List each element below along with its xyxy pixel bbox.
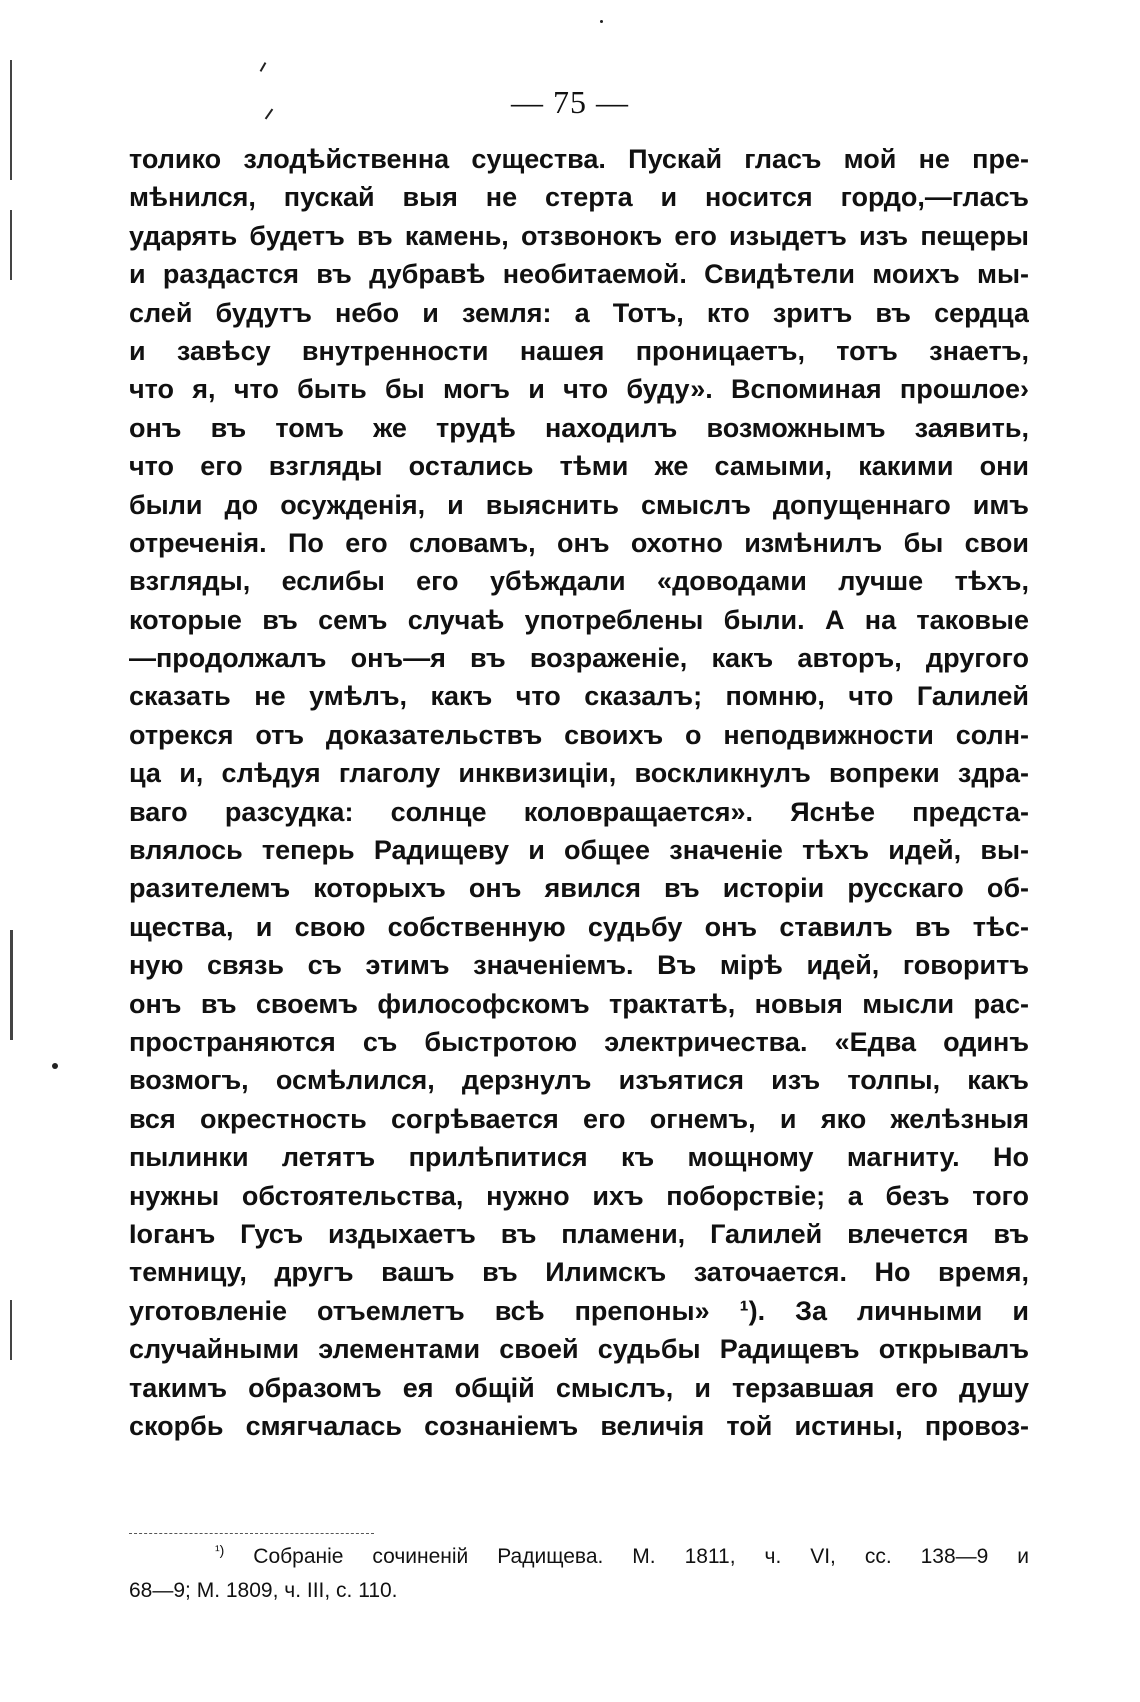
scan-edge-mark: [10, 1300, 12, 1360]
text-line: которые въ семъ случаѣ употреблены были. А на таковые: [129, 604, 1029, 635]
text-line: толико злодѣйственна существа. Пускай гласъ мой не пре-: [129, 144, 1029, 174]
text-line: онъ въ своемъ философскомъ трактатѣ, новыя мысли рас-: [129, 988, 1029, 1019]
scan-edge-mark: [10, 930, 13, 1040]
text-line: отреченія. По его словамъ, онъ охотно измѣнилъ бы свои: [129, 527, 1029, 558]
footnote: [129, 1540, 1029, 1608]
text-line: ную связь съ этимъ значеніемъ. Въ мірѣ идей, говоритъ: [129, 950, 1029, 981]
text-line: ваго разсудка: солнце коловращается». Яснѣе предста-: [129, 796, 1029, 827]
scan-edge-mark: [10, 210, 12, 280]
text-line: пространяются съ быстротою электричества. «Едва одинъ: [129, 1026, 1029, 1057]
text-line: влялось теперь Радищеву и общее значеніе тѣхъ идей, вы-: [129, 835, 1029, 866]
scan-tick: [260, 62, 267, 72]
text-line: случайными элементами своей судьбы Радищевъ открывалъ: [129, 1334, 1029, 1365]
text-line: такимъ образомъ ея общій смыслъ, и терзавшая его душу: [129, 1372, 1029, 1403]
text-line: щества, и свою собственную судьбу онъ ставилъ въ тѣс-: [129, 911, 1029, 942]
text-line: возмогъ, осмѣлился, дерзнулъ изъятися изъ толпы, какъ: [129, 1065, 1029, 1096]
text-line: Іоганъ Гусъ издыхаетъ въ пламени, Галилей влечется въ: [129, 1218, 1029, 1249]
text-line: —продолжалъ онъ—я въ возраженіе, какъ авторъ, другого: [129, 643, 1029, 674]
scan-dot: [600, 20, 603, 23]
text-line: уготовленіе отъемлетъ всѣ препоны» ¹). За личными и: [129, 1295, 1029, 1326]
text-line: онъ въ томъ же трудѣ находилъ возможнымъ заявить,: [129, 412, 1029, 443]
text-line: и завѣсу внутренности нашея проницаетъ, тотъ знаетъ,: [129, 335, 1029, 366]
text-line: что я, что быть бы могъ и что буду». Вспоминая прошлое›: [129, 374, 1029, 405]
page-number: — 75 —: [511, 84, 629, 120]
text-line: пылинки летятъ прилѣпитися къ мощному магниту. Но: [129, 1142, 1029, 1173]
text-line: и раздастся въ дубравѣ необитаемой. Свидѣтели моихъ мы-: [129, 259, 1029, 290]
scan-dot: [52, 1063, 58, 1069]
text-line: что его взгляды остались тѣми же самыми, какими они: [129, 451, 1029, 482]
body-text: [129, 140, 1029, 1445]
text-line: взгляды, еслибы его убѣждали «доводами лучше тѣхъ,: [129, 566, 1029, 597]
text-line: ударять будетъ въ камень, отзвонокъ его изыдетъ изъ пещеры: [129, 220, 1029, 251]
footnote-text: Собраніе сочиненій Радищева. М. 1811, ч. VI, сс. 138—9 и: [253, 1545, 1029, 1568]
text-line: отрекся отъ доказательствъ своихъ о неподвижности солн-: [129, 719, 1029, 750]
text-line: разителемъ которыхъ онъ явился въ исторіи русскаго об-: [129, 873, 1029, 904]
footnote-line: 68—9; М. 1809, ч. III, с. 110.: [129, 1579, 398, 1602]
footnote-separator: [129, 1533, 374, 1534]
footnote-line: [129, 1540, 1029, 1574]
footnote-marker: ¹): [215, 1542, 225, 1558]
text-line: вся окрестность согрѣвается его огнемъ, и яко желѣзныя: [129, 1103, 1029, 1134]
text-line: были до осужденія, и выяснить смыслъ допущеннаго имъ: [129, 489, 1029, 520]
text-line: слей будутъ небо и земля: а Тотъ, кто зритъ въ сердца: [129, 297, 1029, 328]
text-line: сказать не умѣлъ, какъ что сказалъ; помню, что Галилей: [129, 681, 1029, 712]
text-line: ца и, слѣдуя глаголу инквизиціи, воскликнулъ вопреки здра-: [129, 758, 1029, 789]
text-line: темницу, другъ вашъ въ Илимскъ заточается. Но время,: [129, 1257, 1029, 1288]
text-line: скорбь смягчалась сознаніемъ величія той истины, провоз-: [129, 1410, 1029, 1441]
text-line: мѣнился, пускай выя не стерта и носится гордо,—гласъ: [129, 182, 1029, 213]
text-line: нужны обстоятельства, нужно ихъ поборствіе; а безъ того: [129, 1180, 1029, 1211]
